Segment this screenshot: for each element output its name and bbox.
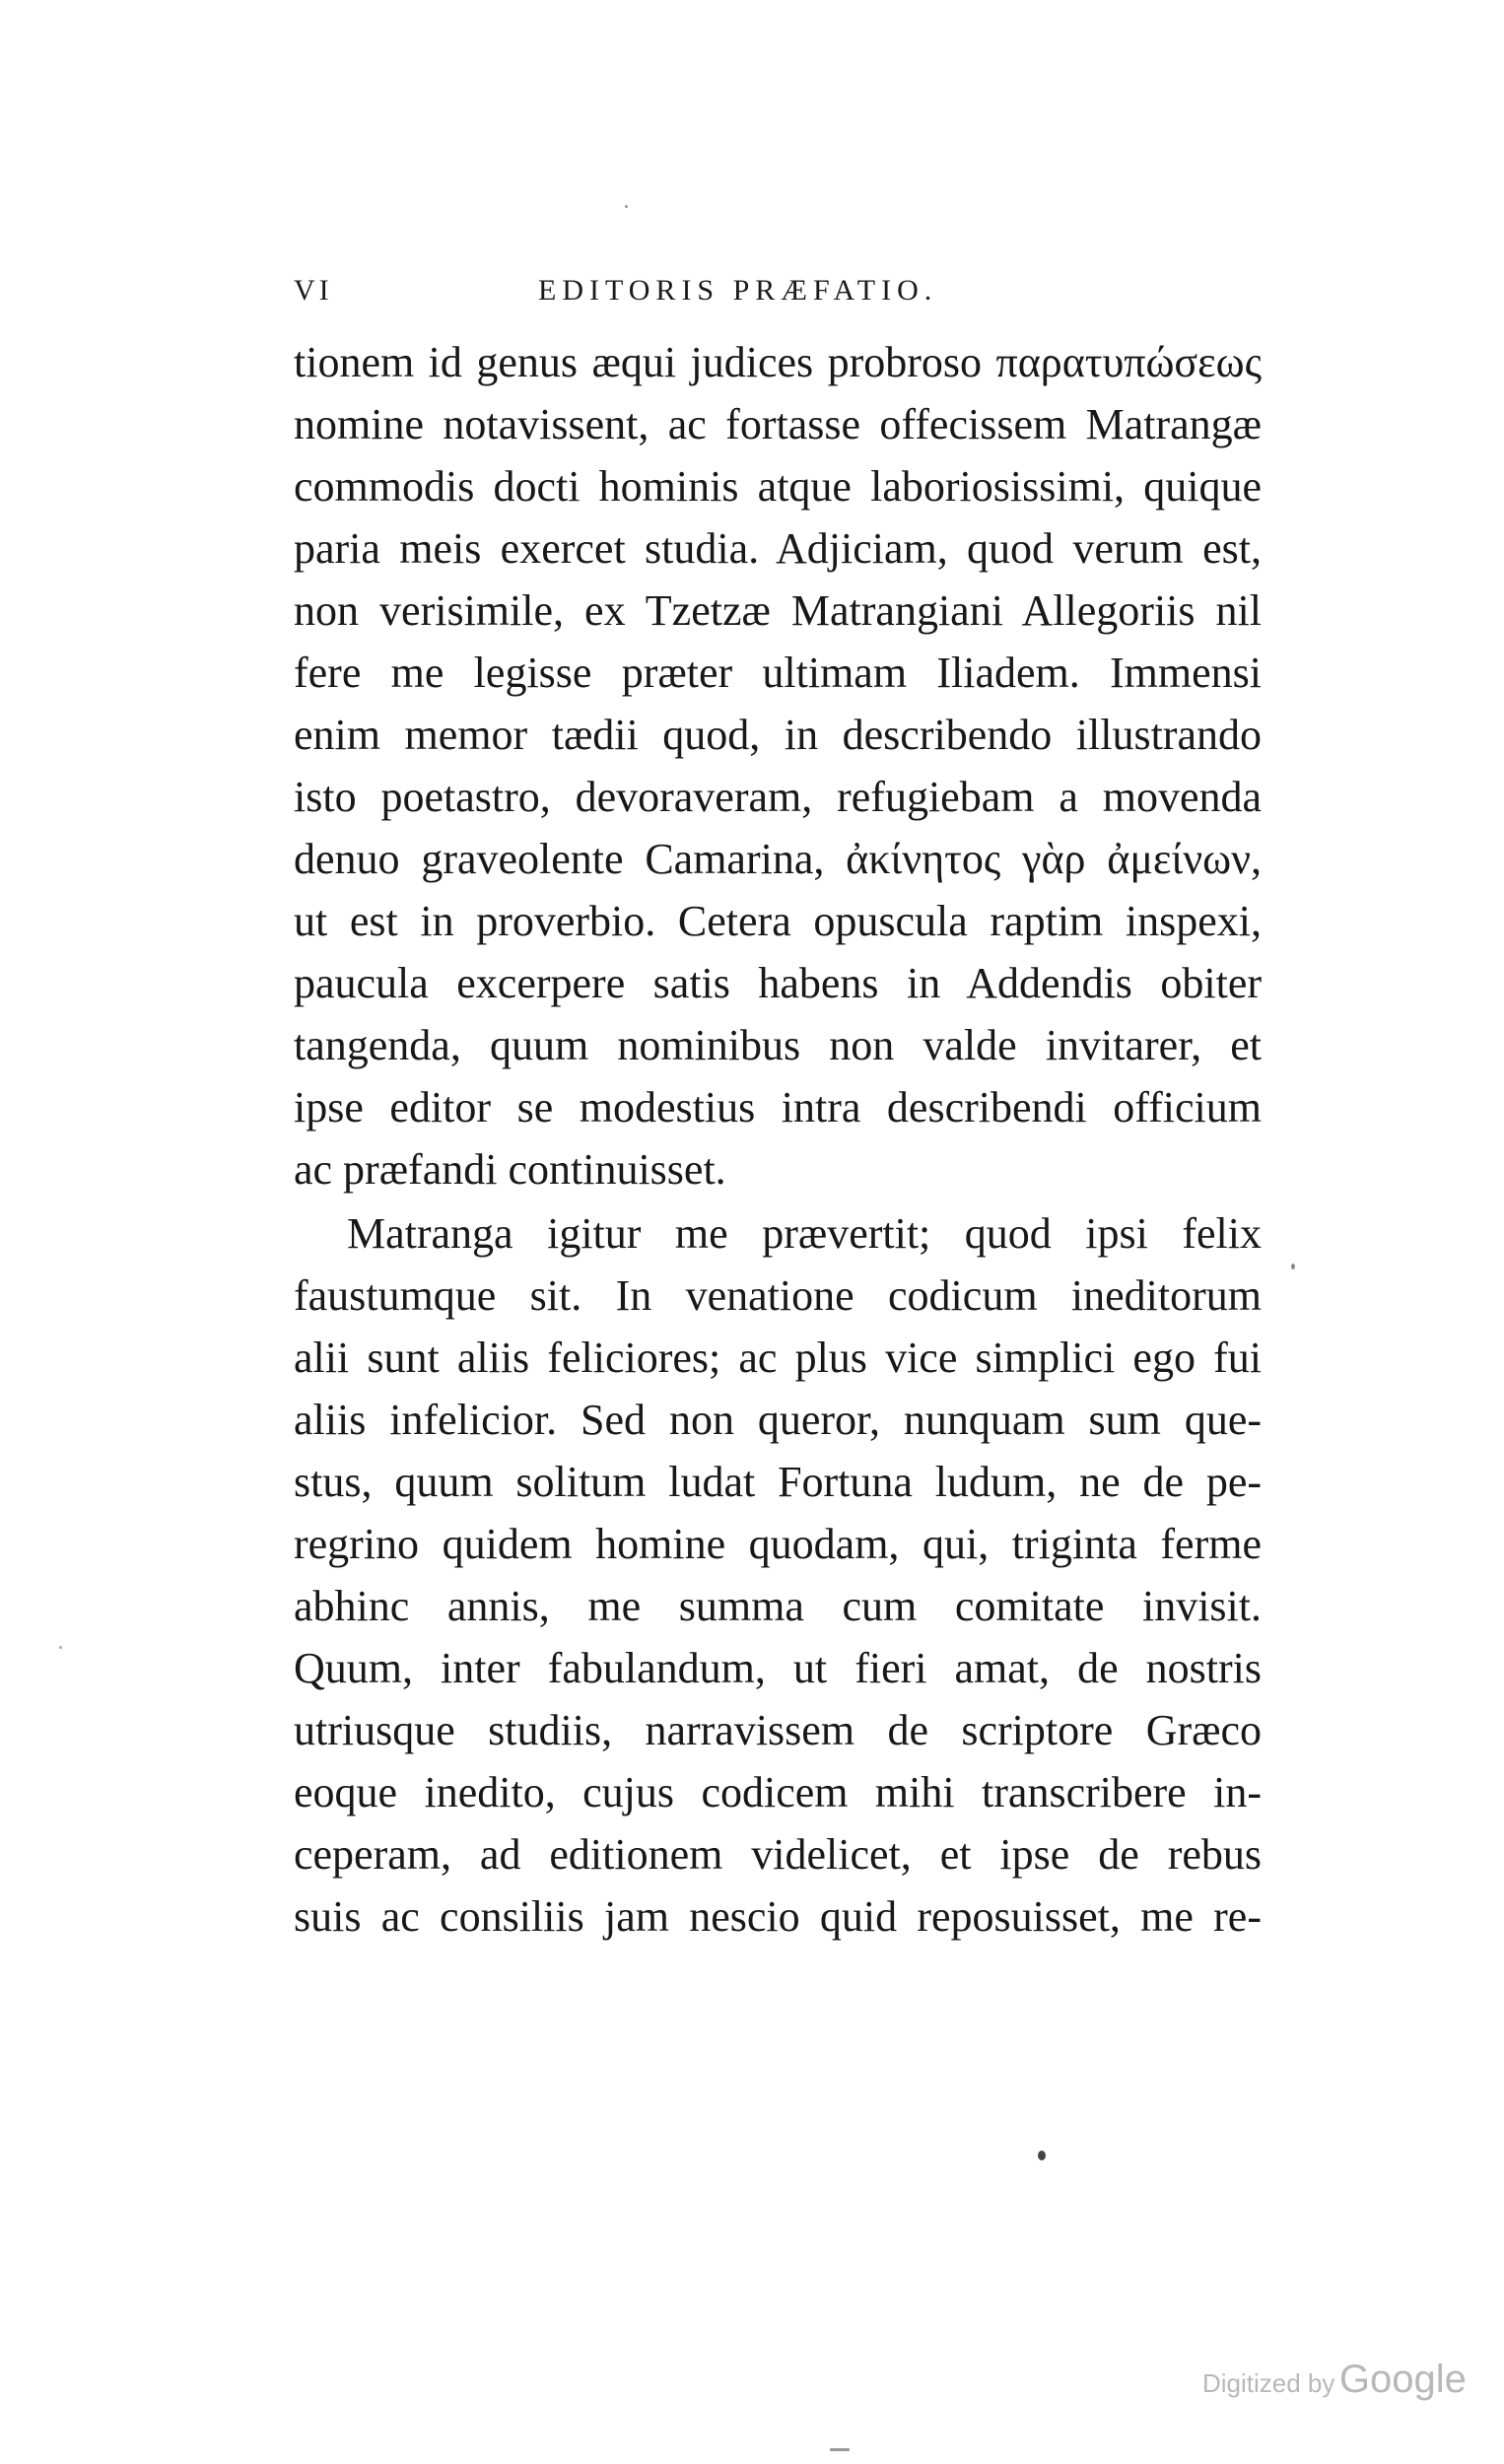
paragraph <box>294 1202 1262 1948</box>
text-line: alii sunt aliis feliciores; ac plus vice simplici ego fui <box>294 1334 1262 1382</box>
running-title: EDITORIS PRÆFATIO. <box>538 274 938 307</box>
text-line: ut est in proverbio. Cetera opuscula raptim inspexi, <box>294 897 1262 945</box>
text-line: tangenda, quum nominibus non valde invitarer, et <box>294 1021 1262 1069</box>
text-line: abhinc annis, me summa cum comitate invisit. <box>294 1582 1262 1630</box>
page-number: VI <box>294 274 333 307</box>
text-line: suis ac consiliis jam nescio quid reposuisset, me re- <box>294 1892 1262 1941</box>
scan-speck <box>1038 2151 1046 2160</box>
text-line: commodis docti hominis atque laboriosissimi, quique <box>294 462 1262 511</box>
text-line: non verisimile, ex Tzetzæ Matrangiani Allegoriis nil <box>294 586 1262 635</box>
scan-speck <box>59 1646 62 1649</box>
google-logo: Google <box>1338 2358 1467 2401</box>
watermark-prefix: Digitized by <box>1202 2368 1335 2398</box>
text-line: tionem id genus æqui judices probroso παρατυπώσεως <box>294 338 1262 386</box>
text-line: fere me legisse præter ultimam Iliadem. Immensi <box>294 649 1262 697</box>
text-line: regrino quidem homine quodam, qui, triginta ferme <box>294 1520 1262 1568</box>
running-head <box>294 274 1279 323</box>
text-line: ipse editor se modestius intra describendi officium <box>294 1083 1262 1131</box>
text-line: faustumque sit. In venatione codicum ineditorum <box>294 1271 1262 1320</box>
text-line: utriusque studiis, narravissem de scriptore Græco <box>294 1706 1262 1754</box>
text-line: isto poetastro, devoraveram, refugiebam a movenda <box>294 773 1262 821</box>
text-line: aliis infelicior. Sed non queror, nunquam sum que- <box>294 1396 1262 1444</box>
text-line: Matranga igitur me prævertit; quod ipsi felix <box>347 1209 1262 1258</box>
text-line: stus, quum solitum ludat Fortuna ludum, ne de pe- <box>294 1458 1262 1506</box>
scan-speck <box>1291 1264 1295 1269</box>
text-line: enim memor tædii quod, in describendo illustrando <box>294 711 1262 759</box>
text-line: nomine notavissent, ac fortasse offecissem Matrangæ <box>294 400 1262 448</box>
text-line: eoque inedito, cujus codicem mihi transcribere in- <box>294 1768 1262 1816</box>
text-line: ac præfandi continuisset. <box>294 1145 726 1194</box>
scan-speck <box>625 205 628 208</box>
scan-speck <box>830 2448 850 2451</box>
text-line: denuo graveolente Camarina, ἀκίνητος γὰρ ἀμείνων, <box>294 835 1262 883</box>
text-line: ceperam, ad editionem videlicet, et ipse de rebus <box>294 1830 1262 1879</box>
digitized-watermark <box>1202 2358 1467 2402</box>
paragraph <box>294 331 1262 1200</box>
text-line: paucula excerpere satis habens in Addendis obiter <box>294 959 1262 1007</box>
text-line: paria meis exercet studia. Adjiciam, quod verum est, <box>294 524 1262 573</box>
body-text <box>294 331 1262 1948</box>
text-line: Quum, inter fabulandum, ut fieri amat, de nostris <box>294 1644 1262 1692</box>
